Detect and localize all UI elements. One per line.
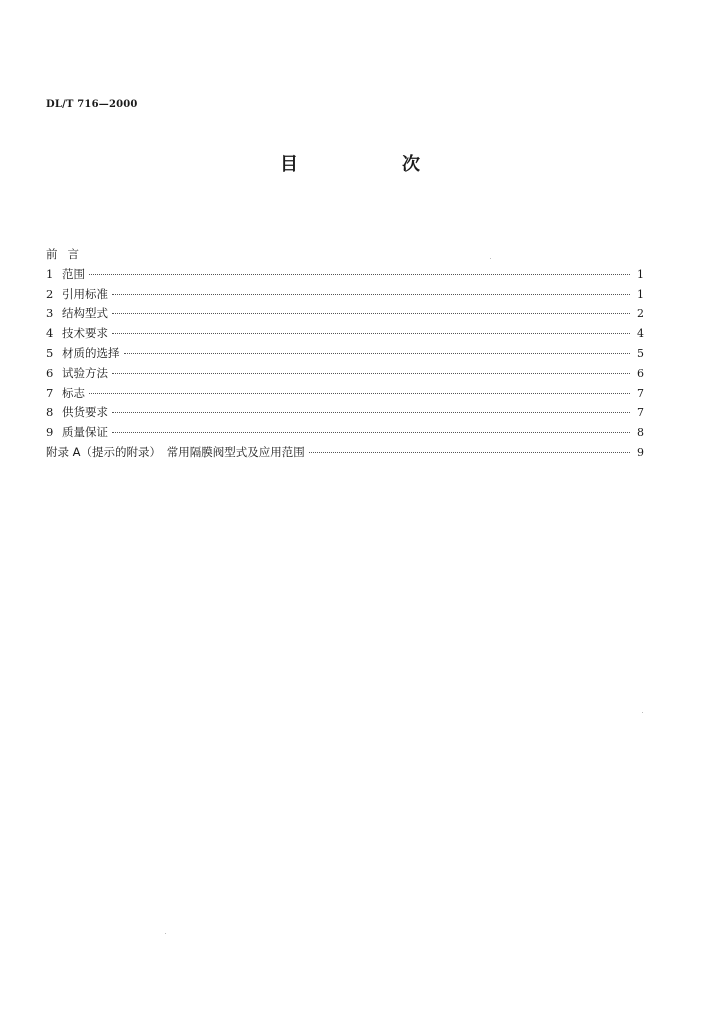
toc-entry-label: 供货要求 [62, 405, 108, 420]
toc-leader-dots [112, 412, 630, 413]
toc-preface-row[interactable] [46, 245, 644, 265]
toc-title-char-2: 次 [402, 154, 420, 175]
toc-leader-dots [112, 333, 630, 334]
toc-entry[interactable] [46, 285, 644, 305]
toc-title [280, 150, 420, 176]
toc-preface-label: 前言 [46, 247, 89, 261]
toc-entry[interactable] [46, 324, 644, 344]
toc-entry-page: 1 [637, 287, 644, 301]
scan-speck [165, 933, 166, 934]
toc-entry-label: 质量保证 [62, 425, 108, 440]
toc-entry-number: 8 [46, 405, 54, 420]
toc-entry[interactable] [46, 344, 644, 364]
toc-entry-label: 技术要求 [62, 326, 108, 341]
toc-leader-dots [112, 432, 630, 433]
toc-entry-number: 7 [46, 385, 54, 400]
toc-leader-dots [112, 373, 630, 374]
toc-entry-page: 1 [637, 267, 644, 281]
toc-entry-page: 7 [637, 406, 644, 420]
toc-entry-label: 结构型式 [62, 306, 108, 321]
toc-leader-dots [89, 393, 630, 394]
toc-entry-label: 标志 [62, 385, 85, 400]
toc-entry[interactable] [46, 423, 644, 443]
table-of-contents [46, 245, 644, 463]
toc-entry-label: 材质的选择 [62, 345, 120, 360]
toc-entry[interactable] [46, 265, 644, 285]
toc-entry-number: 2 [46, 286, 54, 301]
scan-speck [490, 258, 491, 259]
toc-entry-number: 6 [46, 365, 54, 380]
toc-title-char-1: 目 [280, 154, 298, 175]
toc-appendix-row[interactable] [46, 443, 644, 463]
toc-entry-label: 引用标准 [62, 286, 108, 301]
toc-entry[interactable] [46, 403, 644, 423]
scan-speck [642, 712, 643, 713]
toc-entry-number: 1 [46, 266, 54, 281]
toc-entry[interactable] [46, 384, 644, 404]
toc-entry-number: 3 [46, 306, 54, 321]
toc-entry[interactable] [46, 364, 644, 384]
toc-entry-label: 试验方法 [62, 365, 108, 380]
toc-entry-number: 5 [46, 345, 54, 360]
toc-entry-number: 4 [46, 326, 54, 341]
document-code: DL/T 716—2000 [46, 99, 138, 110]
toc-entry-page: 6 [637, 366, 644, 380]
toc-entry-page: 8 [637, 426, 644, 440]
toc-leader-dots [309, 452, 630, 453]
toc-appendix-label: 附录 A（提示的附录） 常用隔膜阀型式及应用范围 [46, 444, 305, 459]
toc-entry-page: 7 [637, 386, 644, 400]
toc-leader-dots [112, 294, 630, 295]
toc-leader-dots [89, 274, 630, 275]
toc-entry[interactable] [46, 304, 644, 324]
toc-entry-page: 5 [637, 346, 644, 360]
toc-leader-dots [124, 353, 631, 354]
toc-entry-page: 2 [637, 307, 644, 321]
toc-leader-dots [112, 313, 630, 314]
toc-entry-page: 4 [637, 327, 644, 341]
toc-entry-label: 范围 [62, 266, 85, 281]
toc-appendix-page: 9 [637, 445, 644, 459]
toc-entry-number: 9 [46, 425, 54, 440]
